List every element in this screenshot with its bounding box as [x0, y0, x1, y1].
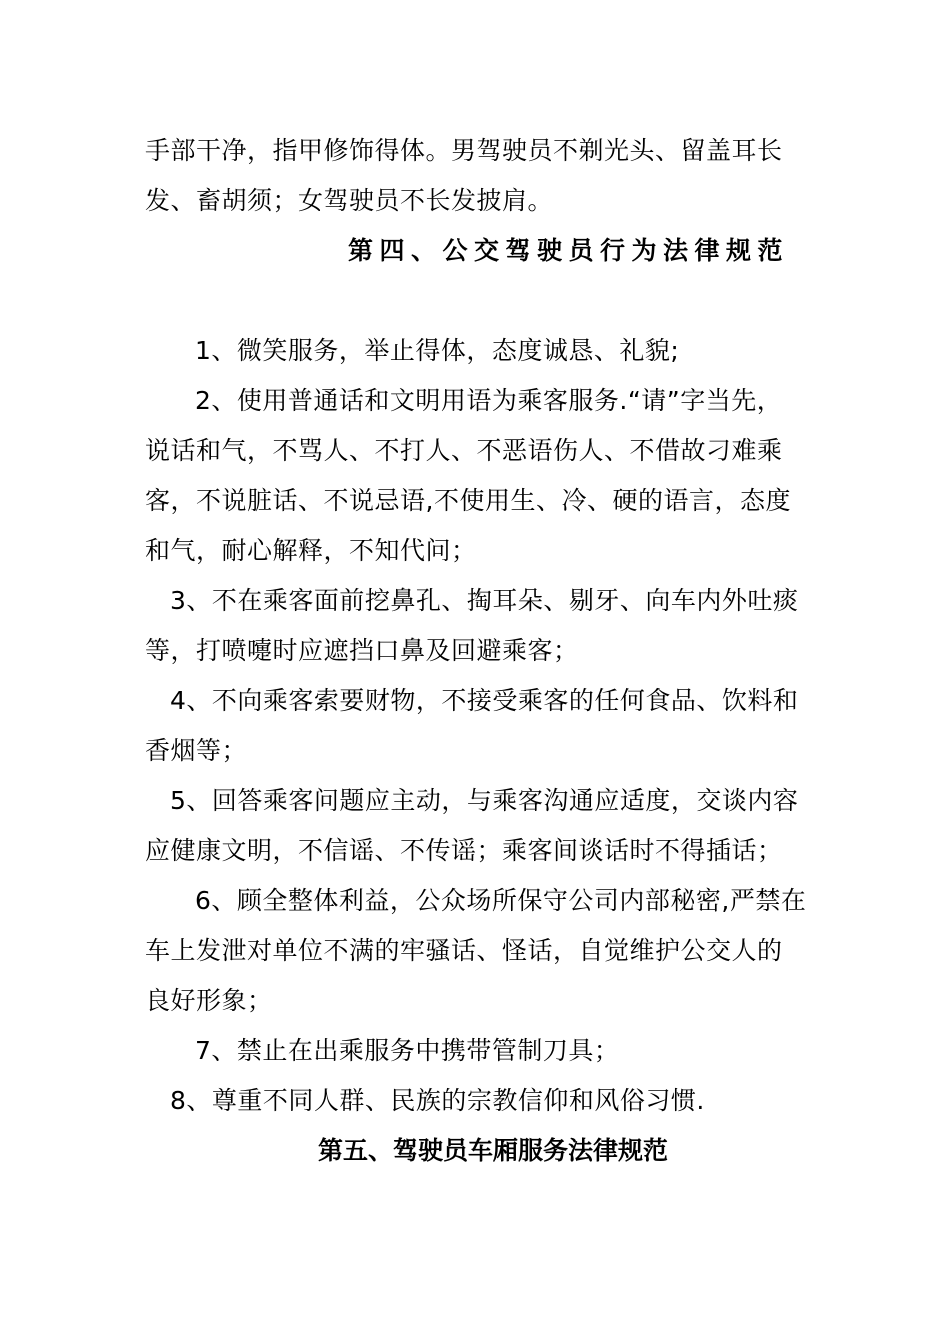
item-1-line-1: 1、微笑服务，举止得体，态度诚恳、礼貌;: [195, 336, 680, 365]
section-4-heading: 第四、公交驾驶员行为法律规范: [348, 236, 790, 265]
item-2-line-4: 和气，耐心解释，不知代问；: [145, 536, 477, 565]
section-5-heading: 第五、驾驶员车厢服务法律规范: [318, 1136, 669, 1165]
item-6-line-2: 车上发泄对单位不满的牢骚话、怪话，自觉维护公交人的: [145, 936, 783, 965]
item-3-line-1: 3、不在乘客面前挖鼻孔、掏耳朵、剔牙、向车内外吐痰: [170, 586, 799, 615]
item-2-line-3: 客，不说脏话、不说忌语,不使用生、冷、硬的语言，态度: [145, 486, 791, 515]
item-4-line-2: 香烟等；: [145, 736, 248, 765]
item-5-line-1: 5、回答乘客问题应主动，与乘客沟通应适度，交谈内容: [170, 786, 799, 815]
item-2-line-2: 说话和气，不骂人、不打人、不恶语伤人、不借故刁难乘: [145, 436, 783, 465]
item-8-line-1: 8、尊重不同人群、民族的宗教信仰和风俗习惯.: [170, 1086, 705, 1115]
item-6-line-1: 6、顾全整体利益，公众场所保守公司内部秘密,严禁在: [195, 886, 807, 915]
item-7-line-1: 7、禁止在出乘服务中携带管制刀具；: [195, 1036, 620, 1065]
item-5-line-2: 应健康文明，不信谣、不传谣；乘客间谈话时不得插话；: [145, 836, 783, 865]
item-3-line-2: 等，打喷嚏时应遮挡口鼻及回避乘客；: [145, 636, 579, 665]
intro-line-2: 发、畜胡须；女驾驶员不长发披肩。: [145, 186, 554, 215]
item-6-line-3: 良好形象；: [145, 986, 273, 1015]
item-4-line-1: 4、不向乘客索要财物，不接受乘客的任何食品、饮料和: [170, 686, 799, 715]
intro-line-1: 手部干净，指甲修饰得体。男驾驶员不剃光头、留盖耳长: [145, 136, 783, 165]
item-2-line-1: 2、使用普通话和文明用语为乘客服务.“请”字当先，: [195, 386, 783, 415]
